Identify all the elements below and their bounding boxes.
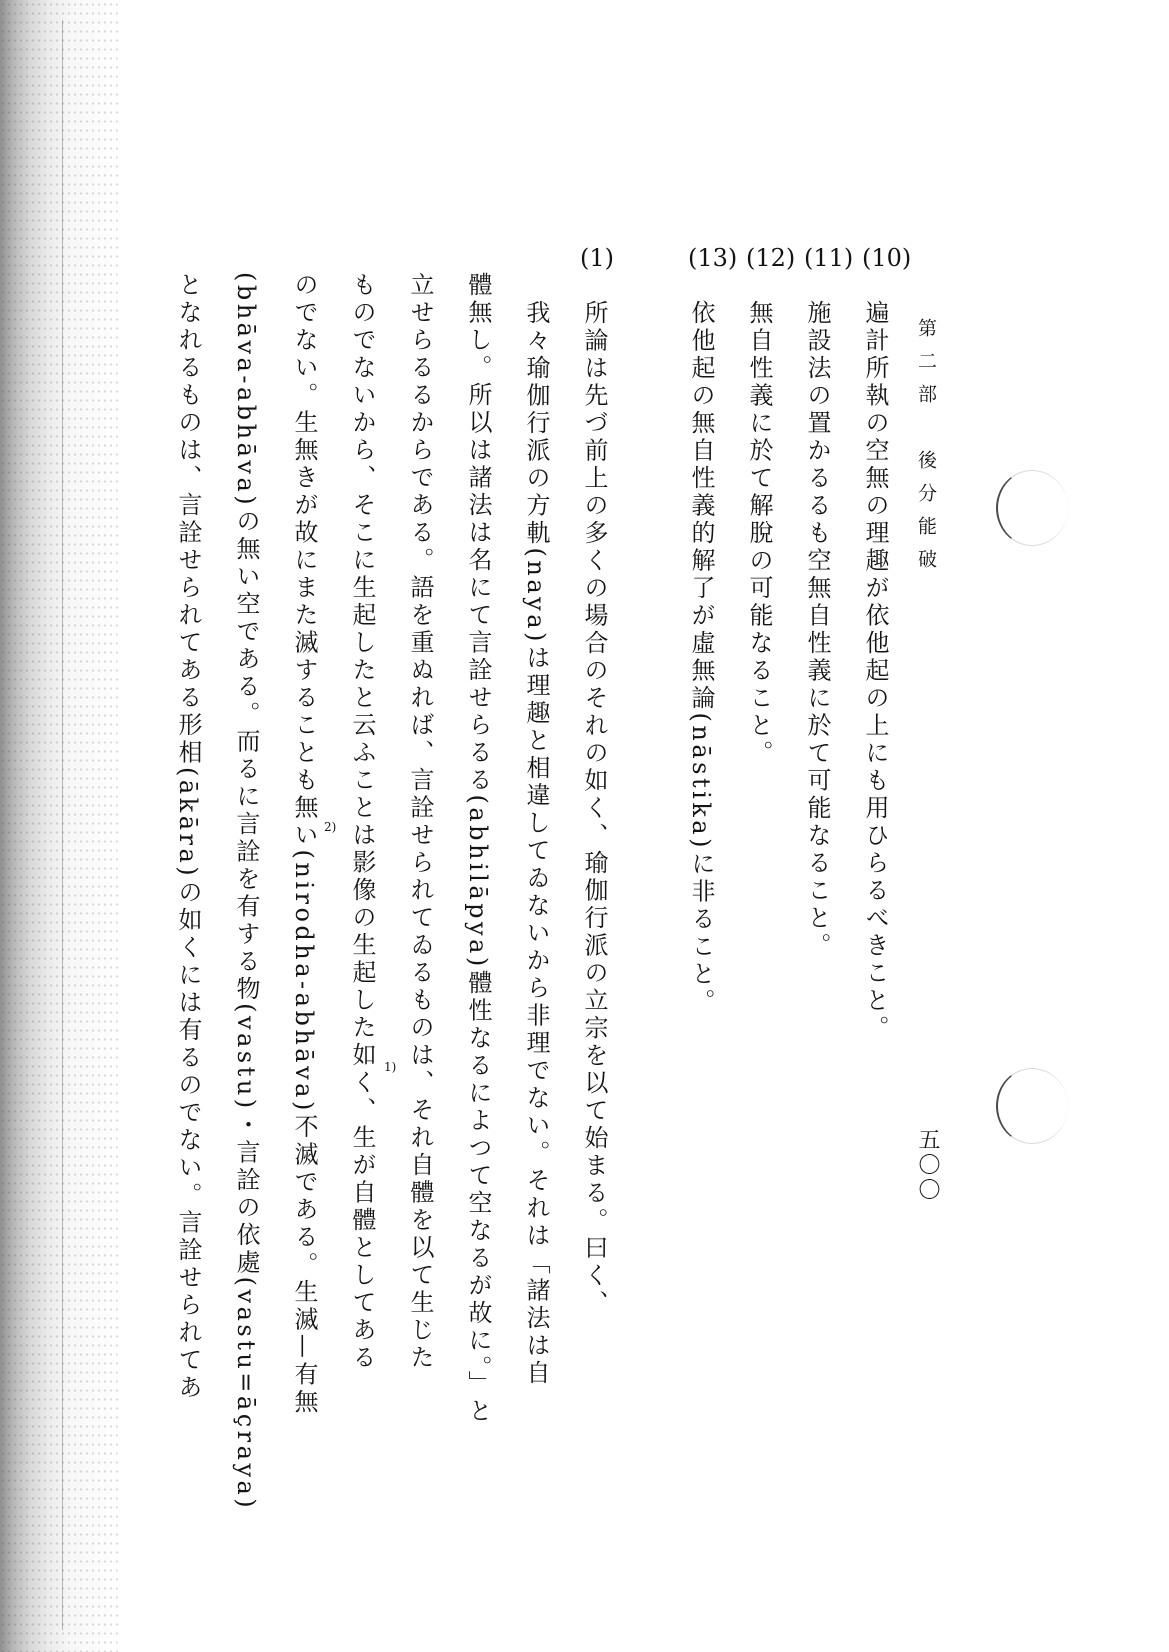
- body-line: のでない。生無きが故にまた滅することも無い(nirodha-abhāva)不滅である。生滅—有無: [290, 272, 318, 1417]
- scan-noise: [0, 0, 120, 1652]
- point-text: 施設法の置かるるも空無自性義に於て可能なること。: [803, 300, 831, 960]
- point-number: (11): [804, 244, 854, 272]
- point-number: (10): [862, 244, 912, 272]
- body-line: となれるものは、言詮せられてある形相(ākāra)の如くには有るのでない。言詮せられてあ: [174, 272, 202, 1402]
- page-number: 五〇〇: [915, 1128, 940, 1203]
- body-line: (bhāva-abhāva)の無い空である。而るに言詮を有する物(vastu)・言詮の依處(vastu=āçraya): [232, 272, 260, 1512]
- body-line: 所論は先づ前上の多くの場合のそれの如く、瑜伽行派の立宗を以て始まる。曰く、: [580, 300, 608, 1318]
- body-line: 我々瑜伽行派の方軌(naya)は理趣と相違してゐないから非理でない。それは「諸法は自: [522, 300, 550, 1388]
- body-line: 體無し。所以は諸法は名にて言詮せらるる(abhilāpya)體性なるによつて空なるが故に。」と: [464, 272, 492, 1426]
- body-line: 立せらるるからである。語を重ぬれば、言詮せられてゐるものは、それ自體を以て生じた: [406, 272, 434, 1372]
- footnote-mark: 1): [384, 1060, 397, 1074]
- running-title: 第二部 後分能破: [915, 318, 937, 582]
- page-edge-line: [62, 20, 63, 1630]
- point-text: 依他起の無自性義的解了が虛無論(nāstika)に非ること。: [687, 300, 715, 1016]
- binding-hole-mark: [996, 470, 1068, 546]
- body-line: ものでないから、そこに生起したと云ふことは影像の生起した如く、生が自體としてある: [348, 272, 376, 1372]
- point-number: (12): [746, 244, 796, 272]
- footnote-mark: 2): [324, 820, 337, 834]
- binding-hole-mark: [996, 1068, 1068, 1144]
- point-text: 遍計所執の空無の理趣が依他起の上にも用ひらるべきこと。: [861, 300, 889, 1043]
- section-number: (1): [580, 244, 614, 272]
- point-number: (13): [688, 244, 738, 272]
- point-text: 無自性義に於て解脫の可能なること。: [745, 300, 773, 768]
